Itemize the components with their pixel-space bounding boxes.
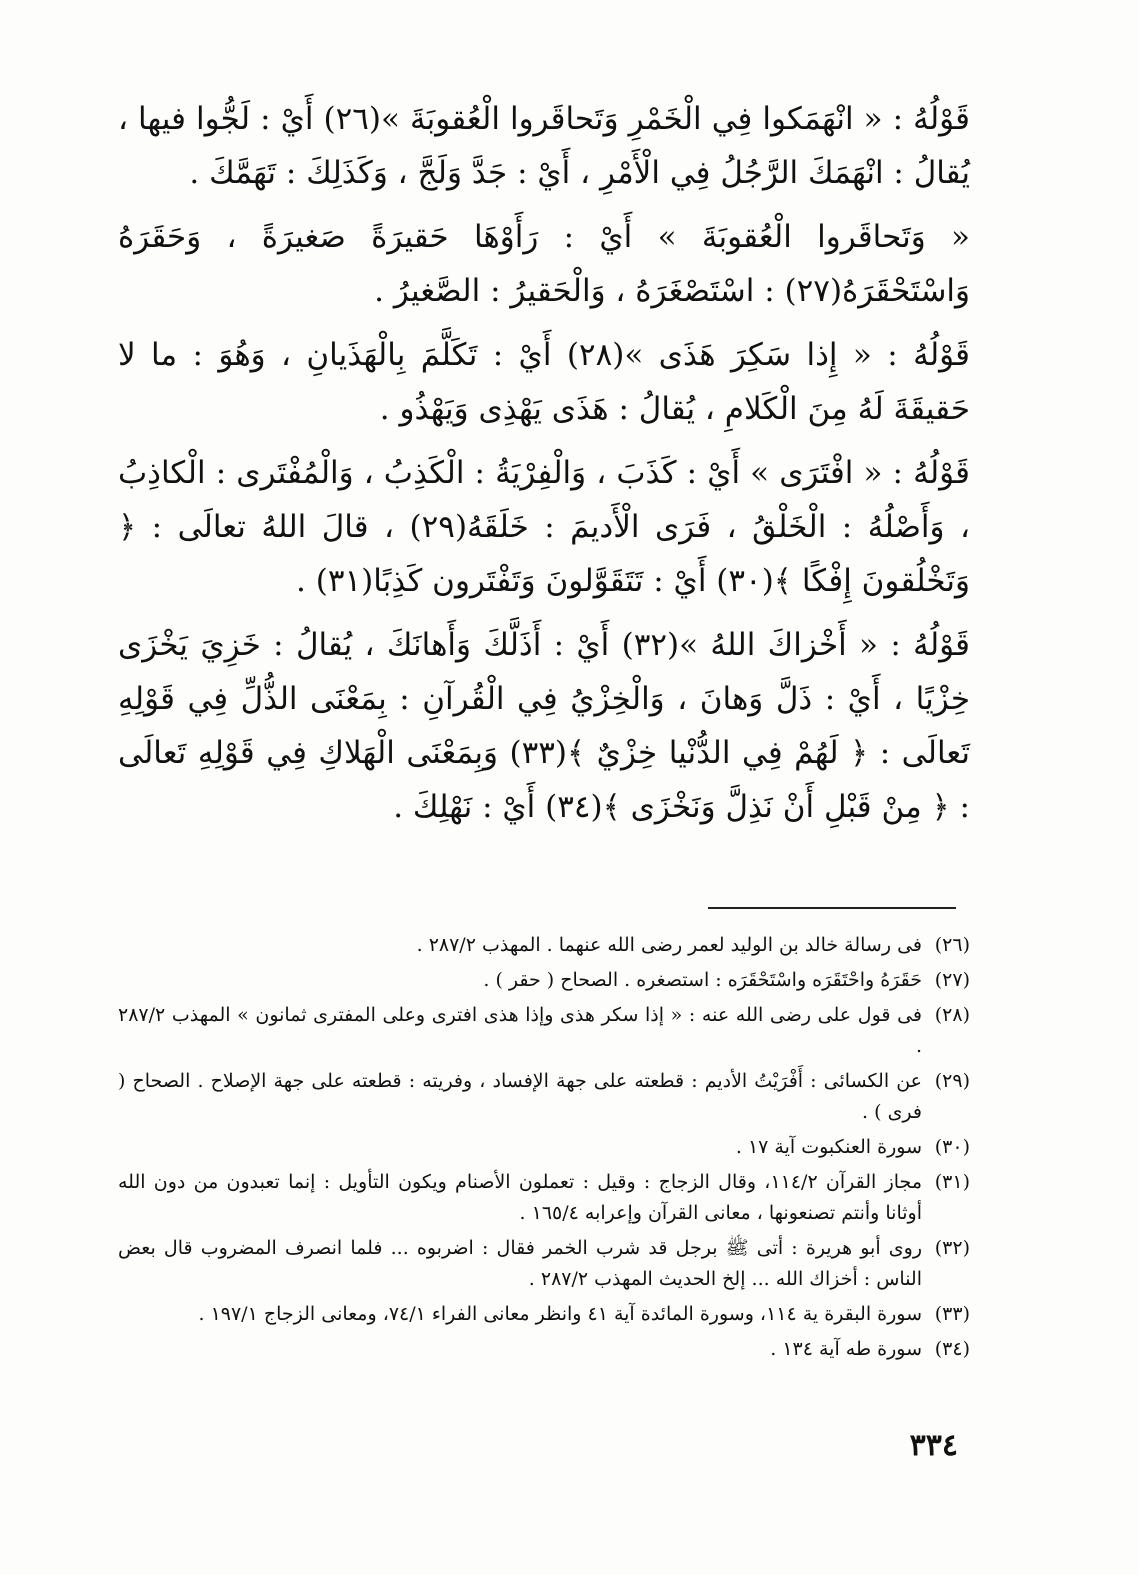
- footnote-number: (٣٢): [934, 1237, 970, 1259]
- footnote-number: (٣١): [934, 1171, 970, 1193]
- footnote-29: [118, 1066, 970, 1128]
- paragraph-5: قَوْلُهُ : « أَخْزاكَ اللهُ »(٣٢) أَيْ : أَذَلَّكَ وَأَهانَكَ ، يُقالُ : خَزِيَ يَخْزَى خِزْيًا ، أَيْ : ذَلَّ وَهانَ ، وَالْخِزْيُ فِي الْقُرآنِ : بِمَعْنَى الذُّلِّ فِي قَوْلِهِ تَعالَى : ﴿ لَهُمْ فِي الدُّنْيا خِزْيٌ ﴾(٣٣) وَبِمَعْنَى الْهَلاكِ فِي قَوْلِهِ تَعالَى : ﴿ مِنْ قَبْلِ أَنْ نَذِلَّ وَنَخْزَى ﴾(٣٤) أَيْ : نَهْلِكَ .: [118, 627, 970, 825]
- footnote-divider: [708, 907, 956, 909]
- page-number: ٣٣٤: [909, 1428, 958, 1463]
- footnote-text: حَقَرَهُ واحْتَقَرَه واسْتَحْقَرَه : استصغره . الصحاح ( حقر ) .: [483, 969, 922, 991]
- footnote-text: عن الكسائى : أَفْرَيْتُ الأديم : قطعته على جهة الإفساد ، وفريته : قطعته على جهة الإصلاح . الصحاح ( فرى ) .: [118, 1070, 922, 1123]
- footnote-32: [118, 1233, 970, 1295]
- footnote-33: [118, 1299, 970, 1330]
- footnote-number: (٣٤): [934, 1338, 970, 1360]
- footnote-number: (٢٧): [934, 969, 970, 991]
- footnote-number: (٣٣): [934, 1303, 970, 1325]
- footnote-28: [118, 1000, 970, 1062]
- footnotes-block: [118, 930, 970, 1369]
- paragraph-2: « وَتَحاقَروا الْعُقوبَةَ » أَيْ : رَأَوْهَا حَقيرَةً صَغيرَةً ، وَحَقَرَهُ وَاسْتَحْقَرَهُ(٢٧) : اسْتَصْغَرَهُ ، وَالْحَقيرُ : الصَّغيرُ .: [118, 219, 970, 309]
- paragraph-1: قَوْلُهُ : « انْهَمَكوا فِي الْخَمْرِ وَتَحاقَروا الْعُقوبَةَ »(٢٦) أَيْ : لَجُّوا فيها ، يُقالُ : انْهَمَكَ الرَّجُلُ فِي الْأَمْرِ ، أَيْ : جَدَّ وَلَجَّ ، وَكَذَلِكَ : تَهَمَّكَ .: [118, 101, 970, 191]
- footnote-text: روى أبو هريرة : أتى ﷺ برجل قد شرب الخمر فقال : اضربوه ... فلما انصرف المضروب قال بعض الناس : أخزاك الله ... إلخ الحديث المهذب ٢٨٧/٢ .: [118, 1237, 922, 1290]
- paragraph-4: قَوْلُهُ : « افْتَرَى » أَيْ : كَذَبَ ، وَالْفِرْيَةُ : الْكَذِبُ ، وَالْمُفْتَرى : الْكاذِبُ ، وَأَصْلُهُ : الْخَلْقُ ، فَرَى الْأَديمَ : خَلَقَهُ(٢٩) ، قالَ اللهُ تعالَى : ﴿ وَتَخْلُقونَ إِفْكًا ﴾(٣٠) أَيْ : تَتَقَوَّلونَ وَتَفْتَرون كَذِبًا(٣١) .: [118, 455, 970, 599]
- footnote-number: (٢٩): [934, 1070, 970, 1092]
- main-text-block: [118, 92, 970, 844]
- footnote-text: فى رسالة خالد بن الوليد لعمر رضى الله عنهما . المهذب ٢٨٧/٢ .: [416, 934, 922, 956]
- footnote-34: [118, 1334, 970, 1365]
- footnote-text: فى قول على رضى الله عنه : « إذا سكر هذى وإذا هذى افترى وعلى المفترى ثمانون » المهذب ٢٨٧/٢ .: [118, 1004, 922, 1057]
- footnote-30: [118, 1132, 970, 1163]
- footnote-31: [118, 1167, 970, 1229]
- footnote-number: (٣٠): [934, 1136, 970, 1158]
- footnote-number: (٢٨): [934, 1004, 970, 1026]
- paragraph-3: قَوْلُهُ : « إِذا سَكِرَ هَذَى »(٢٨) أَيْ : تَكَلَّمَ بِالْهَذَيانِ ، وَهُوَ : ما لا حَقيقَةَ لَهُ مِنَ الْكَلامِ ، يُقالُ : هَذَى يَهْذِى وَيَهْذُو .: [118, 337, 970, 427]
- footnote-number: (٢٦): [934, 934, 970, 956]
- footnote-text: سورة العنكبوت آية ١٧ .: [735, 1136, 922, 1158]
- footnote-text: سورة طه آية ١٣٤ .: [770, 1338, 922, 1360]
- footnote-27: [118, 965, 970, 996]
- footnote-text: مجاز القرآن ١١٤/٢، وقال الزجاج : وقيل : تعملون الأصنام ويكون التأويل : إنما تعبدون من دون الله أوثانا وأنتم تصنعونها ، معانى القرآن وإعرابه ١٦٥/٤ .: [118, 1171, 922, 1224]
- footnote-text: سورة البقرة ية ١١٤، وسورة المائدة آية ٤١ وانظر معانى الفراء ٧٤/١، ومعانى الزجاج ١٩٧/١ .: [198, 1303, 922, 1325]
- footnote-26: [118, 930, 970, 961]
